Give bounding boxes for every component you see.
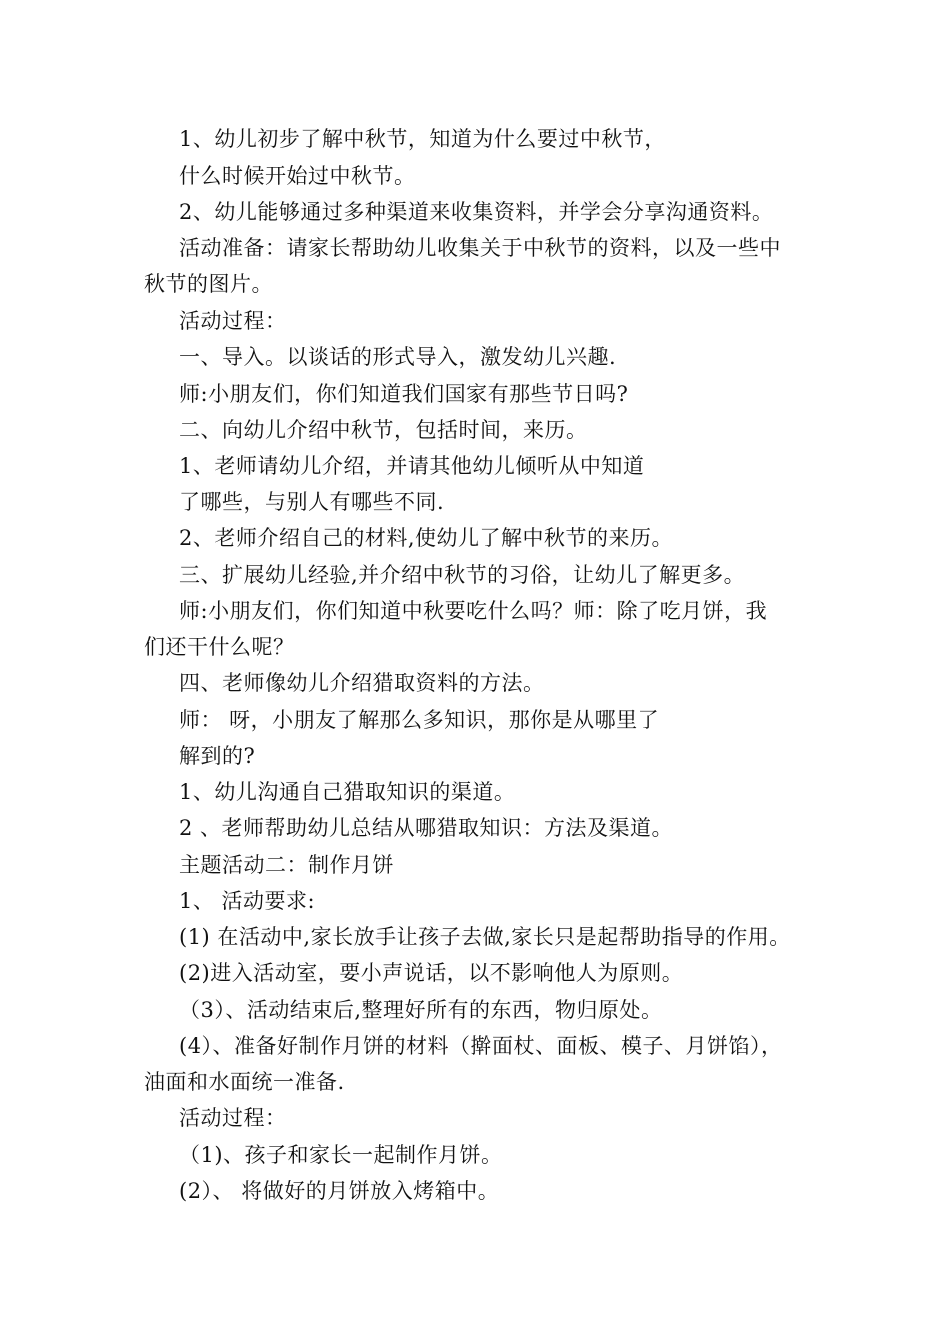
text-line: 三、扩展幼儿经验,并介绍中秋节的习俗，让幼儿了解更多。	[179, 563, 746, 587]
text-line: 活动准备：请家长帮助幼儿收集关于中秋节的资料，以及一些中	[179, 236, 781, 260]
text-line: 一、导入。以谈话的形式导入，激发幼儿兴趣.	[179, 345, 617, 369]
text-line: 解到的?	[179, 744, 256, 768]
text-line: (2)进入活动室，要小声说话，以不影响他人为原则。	[179, 961, 684, 985]
text-line: 秋节的图片。	[144, 272, 273, 296]
text-line: 2、老师介绍自己的材料,使幼儿了解中秋节的来历。	[179, 526, 674, 550]
text-line: 四、老师像幼儿介绍猎取资料的方法。	[179, 671, 545, 695]
section-heading: 主题活动二：制作月饼	[179, 853, 394, 877]
text-line: 1、 活动要求:	[179, 889, 316, 913]
text-line: (2）、 将做好的月饼放入烤箱中。	[179, 1179, 500, 1203]
section-heading: 活动过程：	[179, 1106, 287, 1130]
text-line: （1)、孩子和家长一起制作月饼。	[179, 1143, 503, 1167]
text-line: (4）、准备好制作月饼的材料（擀面杖、面板、模子、月饼馅），	[179, 1034, 783, 1058]
text-line: （3）、活动结束后,整理好所有的东西，物归原处。	[179, 998, 663, 1022]
text-line: 1、幼儿初步了解中秋节，知道为什么要过中秋节，	[179, 127, 666, 151]
text-line: 1、幼儿沟通自己猎取知识的渠道。	[179, 780, 516, 804]
text-line: 师:小朋友们，你们知道中秋要吃什么吗？师：除了吃月饼，我	[179, 599, 768, 623]
text-line: 了哪些，与别人有哪些不同.	[179, 490, 445, 514]
text-line: 师： 呀，小朋友了解那么多知识，那你是从哪里了	[179, 708, 660, 732]
text-line: 1、老师请幼儿介绍，并请其他幼儿倾听从中知道	[179, 454, 645, 478]
text-line: 什么时候开始过中秋节。	[179, 164, 416, 188]
text-line: 二、向幼儿介绍中秋节，包括时间，来历。	[179, 418, 588, 442]
text-line: 2 、老师帮助幼儿总结从哪猎取知识：方法及渠道。	[179, 816, 674, 840]
text-line: (1) 在活动中,家长放手让孩子去做,家长只是起帮助指导的作用。	[179, 925, 791, 949]
text-line: 2、幼儿能够通过多种渠道来收集资料，并学会分享沟通资料。	[179, 200, 774, 224]
text-line: 们还干什么呢？	[144, 635, 295, 659]
text-line: 师:小朋友们，你们知道我们国家有那些节日吗?	[179, 382, 629, 406]
text-line: 油面和水面统一准备.	[144, 1070, 345, 1094]
section-heading: 活动过程：	[179, 309, 287, 333]
